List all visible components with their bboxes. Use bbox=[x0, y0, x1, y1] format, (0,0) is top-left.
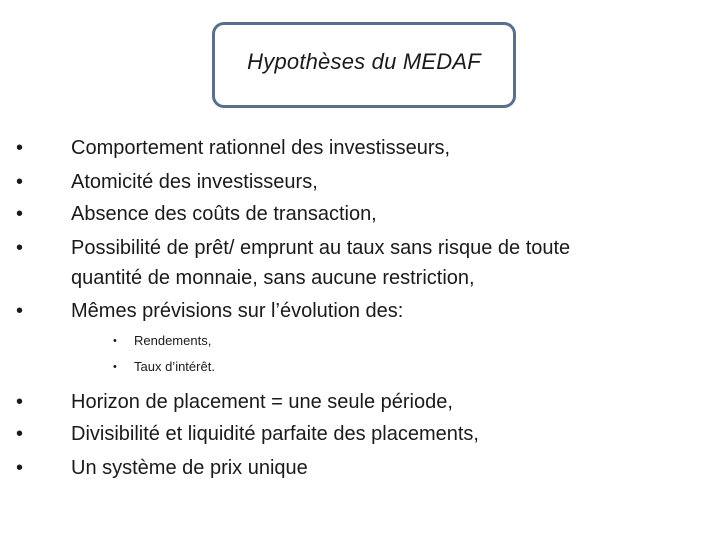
bullet-icon: • bbox=[16, 137, 24, 159]
bullet-icon: • bbox=[113, 361, 117, 373]
list-item-text: Absence des coûts de transaction, bbox=[71, 203, 377, 225]
list-item-text: Comportement rationnel des investisseurs, bbox=[71, 137, 451, 159]
bullet-icon: • bbox=[16, 391, 24, 413]
list-item-text: quantité de monnaie, sans aucune restriction, bbox=[71, 267, 475, 289]
sub-list-item-text: Taux d’intérêt. bbox=[134, 359, 215, 374]
bullet-icon: • bbox=[16, 423, 24, 445]
list-item-text: Divisibilité et liquidité parfaite des placements, bbox=[71, 423, 479, 445]
list-item-text: Horizon de placement = une seule période, bbox=[71, 391, 453, 413]
slide-title: Hypothèses du MEDAF bbox=[247, 49, 481, 74]
bullet-icon: • bbox=[16, 237, 24, 259]
bullet-icon: • bbox=[113, 335, 117, 347]
title-box bbox=[212, 22, 516, 108]
bullet-icon: • bbox=[16, 300, 24, 322]
bullet-icon: • bbox=[16, 203, 24, 225]
list-item-text: Un système de prix unique bbox=[71, 457, 308, 479]
bullet-icon: • bbox=[16, 457, 24, 479]
list-item-text: Atomicité des investisseurs, bbox=[71, 171, 318, 193]
list-item-text: Possibilité de prêt/ emprunt au taux sans risque de toute bbox=[71, 237, 571, 259]
bullet-icon: • bbox=[16, 171, 24, 193]
list-item-text: Mêmes prévisions sur l’évolution des: bbox=[71, 300, 404, 322]
sub-list-item-text: Rendements, bbox=[134, 333, 212, 348]
